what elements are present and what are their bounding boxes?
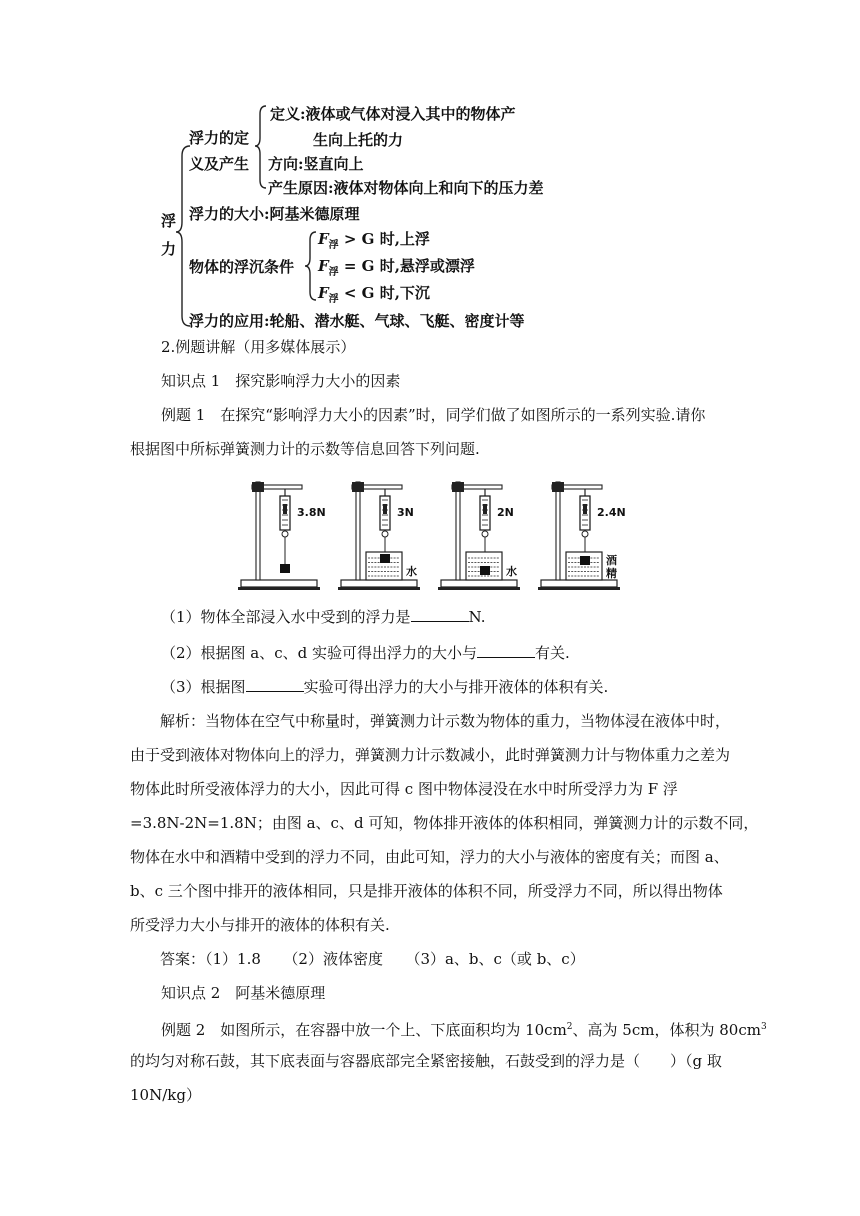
stand-clamp [452, 482, 464, 492]
experiment-figure [236, 468, 636, 598]
analysis-paragraph [130, 704, 758, 942]
stand-pole [356, 482, 360, 580]
analysis-line: 物体在水中和酒精中受到的浮力不同，由此可知，浮力的大小与液体的密度有关；而图 a、 [130, 848, 729, 866]
stand-pole [556, 482, 560, 580]
applications-line: 浮力的应用:轮船、潜水艇、气球、飞艇、密度计等 [189, 312, 525, 330]
analysis-line: b、c 三个图中排开的液体相同，只是排开液体的体积不同，所受浮力不同，所以得出物体 [130, 882, 723, 900]
stand-base [441, 580, 517, 587]
knowledge-point-2: 知识点 2 阿基米德原理 [161, 984, 326, 1002]
example-2-line-1: 例题 2 如图所示，在容器中放一个上、下底面积均为 $10cm^2$、高为 5cm，体积为 $80cm^3$ [161, 1021, 767, 1039]
stand-base [541, 580, 617, 587]
answer-blank-1[interactable] [411, 607, 469, 622]
condition-suspend: $F_浮 = G$ 时,悬浮或漂浮 [318, 257, 475, 278]
answer-blank-3[interactable] [246, 677, 304, 692]
question-2: （2）根据图 a、c、d 实验可得出浮力的大小与 有关. [161, 644, 570, 662]
liquid-label: 水 [506, 565, 517, 578]
outline-root-char-2: 力 [161, 240, 177, 258]
stand-pole [256, 482, 260, 580]
analysis-line: 所受浮力大小与排开的液体的体积有关. [130, 916, 390, 934]
analysis-line: 解析：当物体在空气中称量时，弹簧测力计示数为物体的重力，当物体浸在液体中时， [130, 712, 731, 730]
example-2-line-2: 的均匀对称石鼓，其下底表面与容器底部完全紧密接触，石鼓受到的浮力是（ ）（g 取 [130, 1052, 722, 1070]
liquid-label: 精 [606, 567, 617, 580]
setup-2 [338, 482, 420, 590]
analysis-line: 物体此时所受液体浮力的大小，因此可得 c 图中物体浸没在水中时所受浮力为 F 浮 [130, 780, 678, 798]
example-2-line-3: 10N/kg） [130, 1086, 201, 1104]
definition-line-2: 生向上托的力 [313, 131, 404, 149]
liquid-label: 水 [406, 565, 417, 578]
scale-reading: 3N [397, 506, 414, 519]
stand-pole [456, 482, 460, 580]
scale-reading: 2.4N [597, 506, 626, 519]
stand-clamp [352, 482, 364, 492]
def-group-label-2: 义及产生 [189, 155, 250, 173]
stand-foot [438, 587, 520, 590]
answer-blank-2[interactable] [477, 643, 535, 658]
stand-base [341, 580, 417, 587]
setup-4 [538, 482, 626, 590]
liquid-label: 酒 [606, 554, 617, 567]
setup-3 [438, 482, 520, 590]
example-1-line-2: 根据图中所标弹簧测力计的示数等信息回答下列问题. [130, 440, 480, 458]
def-group-label-1: 浮力的定 [189, 129, 250, 147]
analysis-line: 由于受到液体对物体向上的浮力，弹簧测力计示数减小，此时弹簧测力计与物体重力之差为 [130, 746, 731, 764]
cause-line: 产生原因:液体对物体向上和向下的压力差 [268, 179, 544, 197]
condition-sink: $F_浮 < G$ 时,下沉 [318, 284, 430, 305]
answer-line: 答案：（1）1.8 （2）液体密度 （3）a、b、c（或 b、c） [130, 950, 585, 968]
stand-foot [338, 587, 420, 590]
scale-reading: 3.8N [297, 506, 326, 519]
example-1-line-1: 例题 1 在探究“影响浮力大小的因素”时，同学们做了如图所示的一系列实验.请你 [161, 406, 706, 424]
magnitude-line: 浮力的大小:阿基米德原理 [189, 205, 360, 223]
setup-1 [238, 482, 326, 590]
stand-clamp [252, 482, 264, 492]
stand-clamp [552, 482, 564, 492]
stand-foot [538, 587, 620, 590]
direction-line: 方向:竖直向上 [268, 155, 364, 173]
definition-brace [255, 106, 266, 188]
scale-reading: 2N [497, 506, 514, 519]
weight-block [280, 564, 290, 573]
stand-base [241, 580, 317, 587]
definition-line-1: 定义:液体或气体对浸入其中的物体产 [270, 105, 516, 123]
condition-rise: $F_浮 > G$ 时,上浮 [318, 230, 430, 251]
conditions-brace [305, 232, 316, 300]
section-heading: 2.例题讲解（用多媒体展示） [161, 338, 356, 356]
question-1: （1）物体全部浸入水中受到的浮力是 N. [161, 608, 486, 626]
sink-float-label: 物体的浮沉条件 [189, 258, 295, 276]
analysis-line: =3.8N-2N=1.8N；由图 a、c、d 可知，物体排开液体的体积相同，弹簧测力计的示数不同， [130, 814, 759, 832]
question-3: （3）根据图 实验可得出浮力的大小与排开液体的体积有关. [161, 678, 609, 696]
outline-braces [0, 0, 860, 340]
knowledge-point-1: 知识点 1 探究影响浮力大小的因素 [161, 372, 401, 390]
outline-root-char-1: 浮 [161, 212, 177, 230]
stand-foot [238, 587, 320, 590]
root-brace [176, 146, 190, 326]
